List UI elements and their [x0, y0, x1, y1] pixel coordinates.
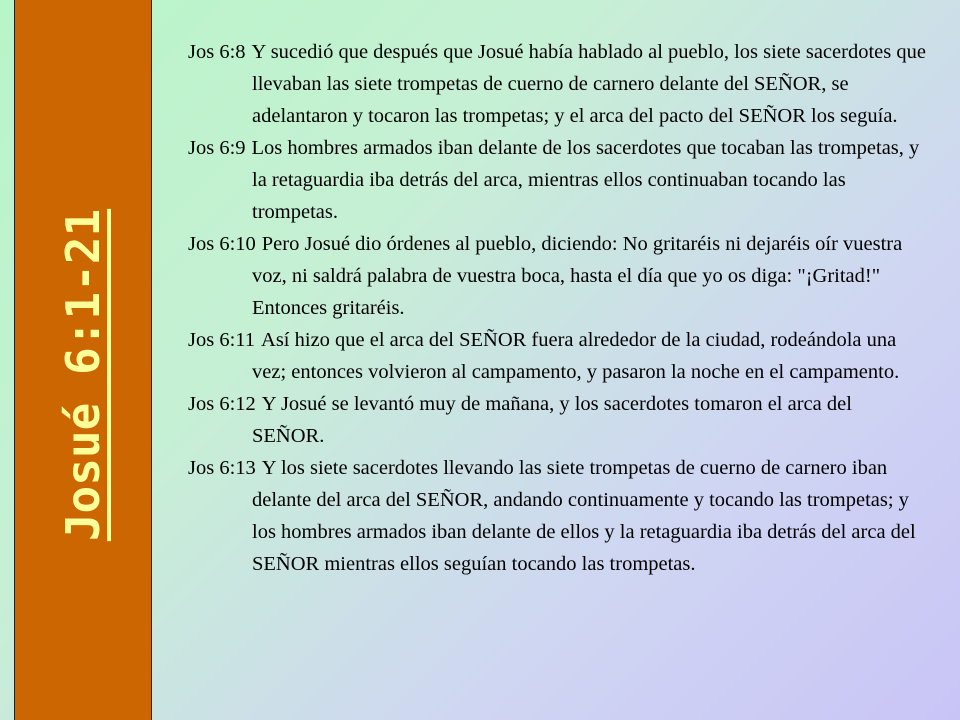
verse-text: Y Josué se levantó muy de mañana, y los sacerdotes tomaron el arca del SEÑOR. — [252, 393, 852, 447]
verse-item — [188, 132, 928, 228]
passage-title: Josué 6:1-21 — [56, 208, 110, 542]
verse-item — [188, 388, 928, 452]
verse-text: Pero Josué dio órdenes al pueblo, diciendo: No gritaréis ni dejaréis oír vuestra voz, ni saldrá palabra de vuestra boca, hasta el día que yo os diga: "¡Gritad!" Entonces gritaréis. — [252, 233, 903, 319]
verse-ref: Jos 6:10 — [188, 233, 256, 255]
verse-ref: Jos 6:8 — [188, 41, 246, 63]
verse-item — [188, 324, 928, 388]
verse-text: Y los siete sacerdotes llevando las siete trompetas de cuerno de carnero iban delante del arca del SEÑOR, andando continuamente y tocando las trompetas; y los hombres armados iban delante de ellos y la retaguardia iba detrás del arca del SEÑOR mientras ellos seguían tocando las trompetas. — [252, 457, 916, 575]
verse-text: Así hizo que el arca del SEÑOR fuera alrededor de la ciudad, rodeándola una vez; entonces volvieron al campamento, y pasaron la noche en el campamento. — [252, 329, 900, 383]
verse-item — [188, 36, 928, 132]
verse-item — [188, 228, 928, 324]
verse-ref: Jos 6:12 — [188, 393, 256, 415]
verse-text: Y sucedió que después que Josué había hablado al pueblo, los siete sacerdotes que llevaban las siete trompetas de cuerno de carnero delante del SEÑOR, se adelantaron y tocaron las trompetas; y el arca del pacto del SEÑOR los seguía. — [251, 41, 926, 127]
verse-text: Los hombres armados iban delante de los sacerdotes que tocaban las trompetas, y la retaguardia iba detrás del arca, mientras ellos continuaban tocando las trompetas. — [251, 137, 920, 223]
verse-ref: Jos 6:11 — [188, 329, 256, 351]
verse-item — [188, 452, 928, 580]
side-panel — [14, 0, 152, 720]
verse-ref: Jos 6:9 — [188, 137, 246, 159]
verse-ref: Jos 6:13 — [188, 457, 256, 479]
verse-list — [188, 36, 928, 580]
